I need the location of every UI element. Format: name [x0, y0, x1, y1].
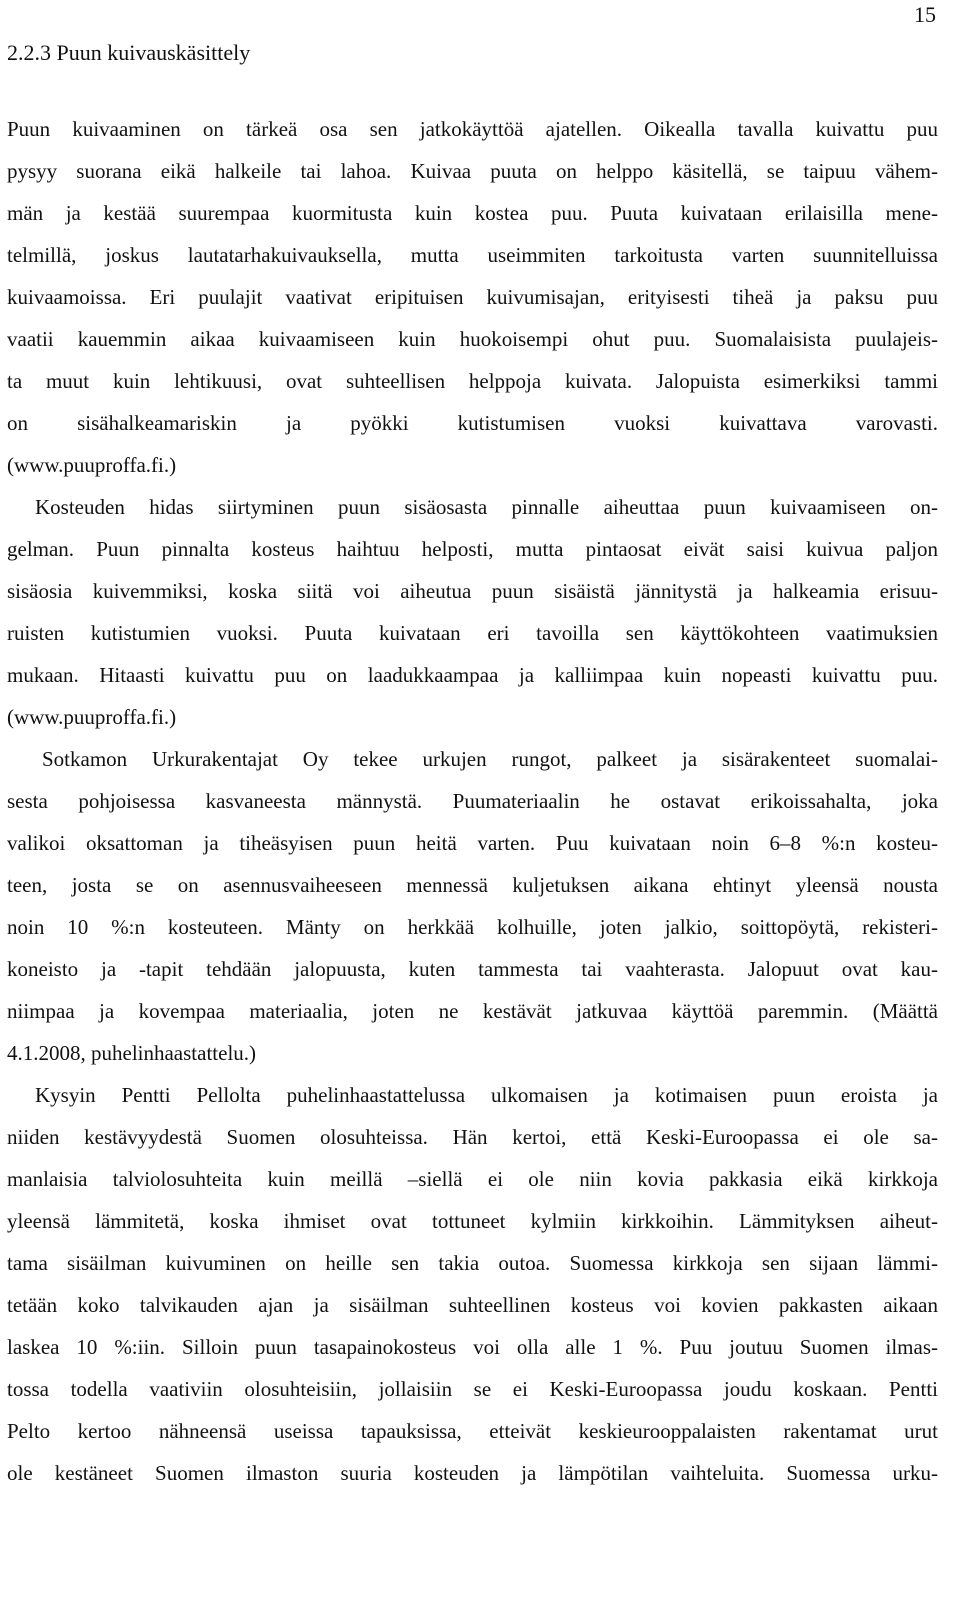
paragraph-line: Pelto kertoo nähneensä useissa tapauksissa, etteivät keskieurooppalaisten rakentamat urut [7, 1419, 938, 1443]
paragraph-line: ruisten kutistumien vuoksi. Puuta kuivataan eri tavoilla sen käyttökohteen vaatimuksien [7, 621, 938, 645]
paragraph-line: niimpaa ja kovempaa materiaalia, joten ne kestävät jatkuvaa käyttöä paremmin. (Määttä [7, 999, 938, 1023]
section-heading: 2.2.3 Puun kuivauskäsittely [7, 40, 251, 65]
paragraph-line: sisäosia kuivemmiksi, koska siitä voi aiheutua puun sisäistä jännitystä ja halkeamia erisuu- [7, 579, 938, 603]
paragraph-line: manlaisia talviolosuhteita kuin meillä –siellä ei ole niin kovia pakkasia eikä kirkkoja [7, 1167, 938, 1191]
paragraph-line: kuivaamoissa. Eri puulajit vaativat eripituisen kuivumisajan, erityisesti tiheä ja paksu puu [7, 285, 938, 309]
paragraph-line: Kosteuden hidas siirtyminen puun sisäosasta pinnalle aiheuttaa puun kuivaamiseen on- [35, 495, 938, 519]
paragraph-line: tama sisäilman kuivuminen on heille sen takia outoa. Suomessa kirkkoja sen sijaan lämmi- [7, 1251, 938, 1275]
page-number: 15 [914, 2, 936, 27]
paragraph-line: valikoi oksattoman ja tiheäsyisen puun heitä varten. Puu kuivataan noin 6–8 %:n kosteu- [7, 831, 938, 855]
paragraph-line: pysyy suorana eikä halkeile tai lahoa. Kuivaa puuta on helppo käsitellä, se taipuu vähem- [7, 159, 938, 183]
paragraph-line: telmillä, joskus lautatarhakuivauksella, mutta useimmiten tarkoitusta varten suunnitelluissa [7, 243, 938, 267]
paragraph-line: vaatii kauemmin aikaa kuivaamiseen kuin huokoisempi ohut puu. Suomalaisista puulajeis- [7, 327, 938, 351]
paragraph-line: tossa todella vaativiin olosuhteisiin, jollaisiin se ei Keski-Euroopassa joudu koskaan. Pentti [7, 1377, 938, 1401]
paragraph-line: laskea 10 %:iin. Silloin puun tasapainokosteus voi olla alle 1 %. Puu joutuu Suomen ilmas- [7, 1335, 938, 1359]
paragraph-line: gelman. Puun pinnalta kosteus haihtuu helposti, mutta pintaosat eivät saisi kuivua paljon [7, 537, 938, 561]
paragraph-line: (www.puuproffa.fi.) [7, 453, 177, 477]
paragraph-line: koneisto ja -tapit tehdään jalopuusta, kuten tammesta tai vaahterasta. Jalopuut ovat kau- [7, 957, 938, 981]
paragraph-line: noin 10 %:n kosteuteen. Mänty on herkkää kolhuille, joten jalkio, soittopöytä, rekisteri- [7, 915, 938, 939]
paragraph-line: (www.puuproffa.fi.) [7, 705, 177, 729]
paragraph-line: yleensä lämmitetä, koska ihmiset ovat tottuneet kylmiin kirkkoihin. Lämmityksen aiheut- [7, 1209, 938, 1233]
paragraph-line: Sotkamon Urkurakentajat Oy tekee urkujen rungot, palkeet ja sisärakenteet suomalai- [42, 747, 938, 771]
paragraph-line: sesta pohjoisessa kasvaneesta männystä. Puumateriaalin he ostavat erikoissahalta, joka [7, 789, 938, 813]
paragraph-line: tetään koko talvikauden ajan ja sisäilman suhteellinen kosteus voi kovien pakkasten aikaan [7, 1293, 938, 1317]
paragraph-line: teen, josta se on asennusvaiheeseen mennessä kuljetuksen aikana ehtinyt yleensä nousta [7, 873, 938, 897]
paragraph-line: ole kestäneet Suomen ilmaston suuria kosteuden ja lämpötilan vaihteluita. Suomessa urku- [7, 1461, 938, 1485]
paragraph-line: Puun kuivaaminen on tärkeä osa sen jatkokäyttöä ajatellen. Oikealla tavalla kuivattu puu [7, 117, 938, 141]
paragraph-line: mukaan. Hitaasti kuivattu puu on laadukkaampaa ja kalliimpaa kuin nopeasti kuivattu puu. [7, 663, 938, 687]
paragraph-line: Kysyin Pentti Pellolta puhelinhaastattelussa ulkomaisen ja kotimaisen puun eroista ja [35, 1083, 938, 1107]
paragraph-line: niiden kestävyydestä Suomen olosuhteissa. Hän kertoi, että Keski-Euroopassa ei ole sa- [7, 1125, 938, 1149]
paragraph-line: 4.1.2008, puhelinhaastattelu.) [7, 1041, 257, 1065]
paragraph-line: ta muut kuin lehtikuusi, ovat suhteellisen helppoja kuivata. Jalopuista esimerkiksi tammi [7, 369, 938, 393]
paragraph-line: män ja kestää suurempaa kuormitusta kuin kostea puu. Puuta kuivataan erilaisilla mene- [7, 201, 938, 225]
paragraph-line: on sisähalkeamariskin ja pyökki kutistumisen vuoksi kuivattava varovasti. [7, 411, 938, 435]
